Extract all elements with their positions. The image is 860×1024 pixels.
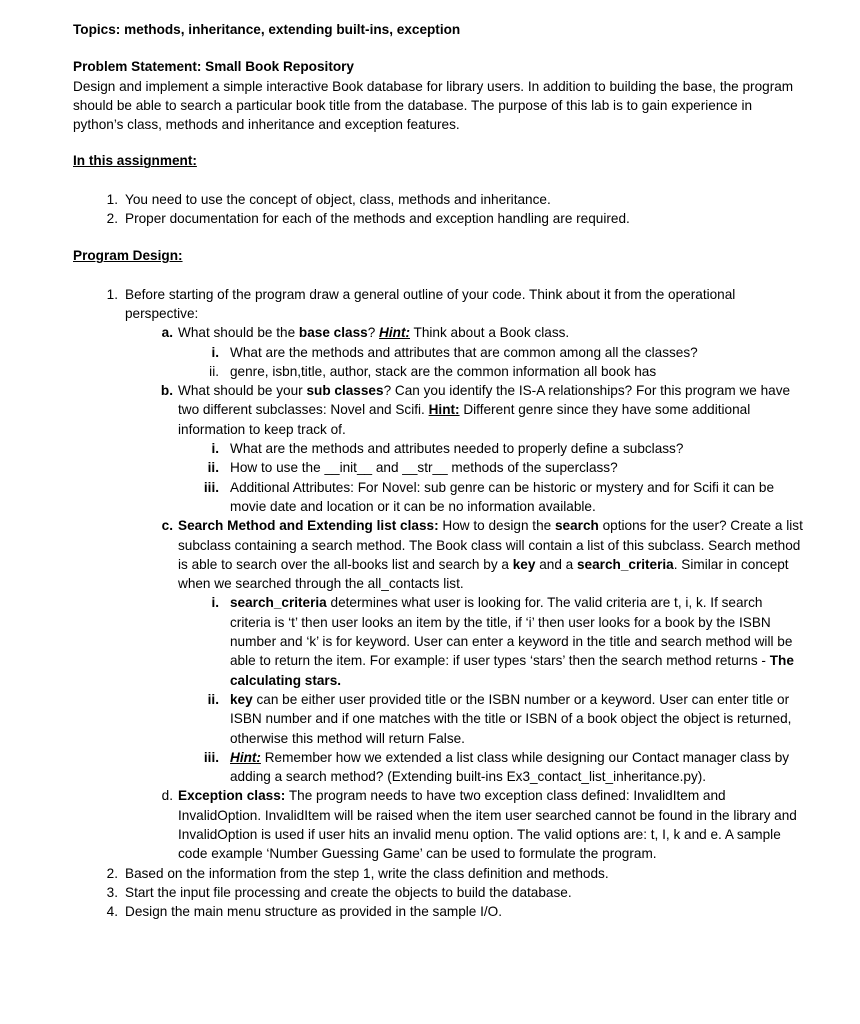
assignment-item-2: 2. Proper documentation for each of the methods and exception handling are required. (106, 211, 630, 227)
design-step-1a-ii: ii. genre, isbn,title, author, stack are the common information all book has (209, 363, 657, 379)
topics-line: Topics: methods, inheritance, extending built-ins, exception (73, 22, 461, 37)
hint-label: Hint: (428, 402, 460, 418)
hint-label: Hint: (379, 325, 410, 341)
program-design-heading: Program Design: (73, 248, 183, 264)
design-step-1: 1. Before starting of the program draw a general outline of your code. Think about it from the operational perspective: (106, 286, 736, 321)
design-step-2: 2. Based on the information from the step 1, write the class definition and methods. (106, 865, 609, 881)
design-step-1b-ii: ii. How to use the __init__ and __str__ methods of the superclass? (207, 460, 618, 476)
hint-label: Hint: (230, 749, 261, 765)
assignment-item-1: 1. You need to use the concept of object, class, methods and inheritance. (106, 191, 551, 207)
problem-statement-body: Design and implement a simple interactive Book database for library users. In addition to building the base, the program should be able to search a particular book title from the database. The purpose of this lab is to gain experience in python’s class, methods and inheritance and exception features. (73, 78, 794, 133)
design-step-1c: c. Search Method and Extending list class: How to design the search options for the user? Create a list subclass containing a search method. The Book class will contain a list of this subclass. Search method is able to search over the all-books list and search by a key and a search_criteria. Similar in concept when we searched through the all_contacts list. (161, 518, 803, 592)
design-step-3: 3. Start the input file processing and create the objects to build the database. (106, 884, 572, 900)
design-step-1d: d. Exception class: The program needs to have two exception class defined: InvalidItem and InvalidOption. InvalidItem will be raised when the item user searched cannot be found in the library and InvalidOption is used if user hits an invalid menu option. The valid options are: t, I, k and e. A sample code example ‘Number Guessing Game’ can be used to formulate the program. (161, 788, 797, 862)
design-step-1a-i: i. What are the methods and attributes that are common among all the classes? (211, 344, 698, 360)
document-page (73, 20, 803, 921)
design-step-1c-iii: iii. Hint: Remember how we extended a list class while designing our Contact manager class by adding a search method? (Extending built-ins Ex3_contact_list_inheritance.py). (203, 749, 790, 785)
spacer (73, 266, 803, 285)
design-step-1b-iii: iii. Additional Attributes: For Novel: sub genre can be historic or mystery and for Scifi it can be movie date and location or it can be no information available. (203, 479, 775, 514)
spacer (73, 171, 803, 190)
design-step-1c-i: i. search_criteria determines what user is looking for. The valid criteria are t, i, k. If search criteria is ‘t’ then user looks an item by the title, if ‘i’ then user looks for a book by the ISBN number and ‘k’ is for keyword. User can enter a keyword in the title and search method will be able to return the item. For example: if user types ‘stars’ then the search method returns - The calculating stars. (211, 595, 794, 688)
design-step-1b: b. What should be your sub classes? Can you identify the IS-A relationships? For this program we have two different subclasses: Novel and Scifi. Hint: Different genre since they have some additional information to keep track of. (160, 383, 791, 437)
design-step-1c-ii: ii. key can be either user provided title or the ISBN number or a keyword. User can enter title or ISBN number and if one matches with the title or ISBN of a book object the object is returned, otherwise this method will return False. (207, 691, 792, 746)
design-step-1a: a. What should be the base class? Hint: Think about a Book class. (161, 325, 570, 341)
assignment-heading: In this assignment: (73, 153, 197, 169)
design-step-4: 4. Design the main menu structure as provided in the sample I/O. (106, 904, 503, 920)
problem-statement-title: Problem Statement: Small Book Repository (73, 59, 354, 75)
design-step-1b-i: i. What are the methods and attributes needed to properly define a subclass? (211, 441, 684, 457)
